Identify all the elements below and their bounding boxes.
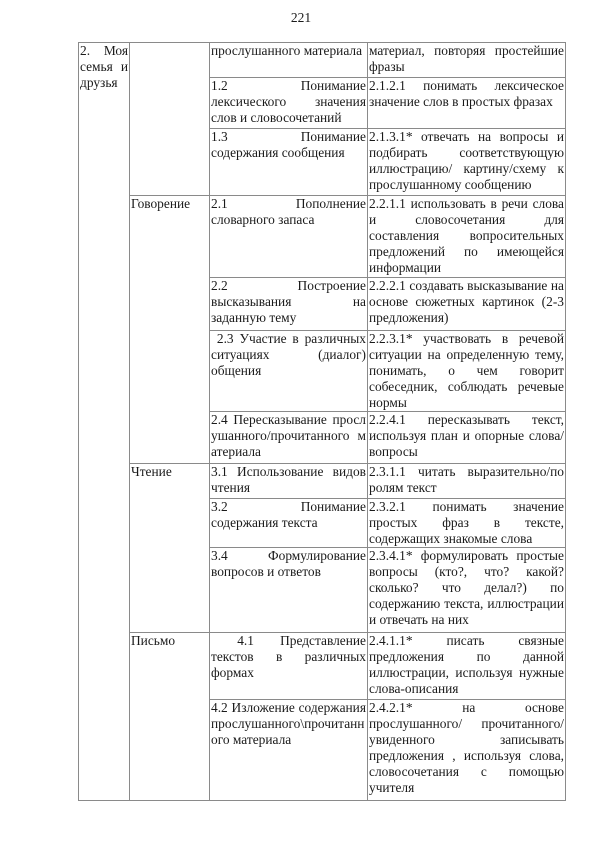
- topic-cell: 2.1 Пополнение словарного запаса: [210, 196, 368, 278]
- topic-cell: 1.2 Понимание лексического значения слов и словосочетаний: [210, 78, 368, 129]
- outcome-cell: 2.3.1.1 читать выразительно/по ролям текст: [368, 464, 566, 499]
- topic-cell: 3.2 Понимание содержания текста: [210, 499, 368, 548]
- topic-cell: 1.3 Понимание содержания сообщения: [210, 129, 368, 196]
- topic-cell: 4.1 Представление текстов в различных формах: [210, 633, 368, 700]
- skill-cell: [130, 633, 210, 801]
- outcome-cell: 2.2.2.1 создавать высказывание на основе сюжетных картинок (2-3 предложения): [368, 278, 566, 331]
- section-cell: [79, 43, 130, 801]
- outcome-cell: 2.3.2.1 понимать значение простых фраз в тексте, содержащих знакомые слова: [369, 499, 564, 546]
- outcome-cell: материал, повторяя простейшие фразы: [368, 43, 566, 78]
- skill-label: Письмо: [131, 633, 176, 648]
- topic-cell: 2.4 Пересказывание прослушанного/прочитанного материала: [210, 412, 368, 464]
- topic-cell: 3.1 Использование видов чтения: [210, 464, 368, 499]
- table-row: [79, 196, 566, 278]
- outcome-cell: 2.2.4.1 пересказывать текст, используя план и опорные слова/вопросы: [368, 412, 566, 464]
- topic-cell: 2.3 Участие в различных ситуациях (диалог) общения: [210, 331, 368, 412]
- skill-cell: [130, 196, 210, 464]
- topic-cell: 2.2 Построение высказывания на заданную тему: [210, 278, 368, 331]
- topic-cell: 4.2 Изложение содержания прослушанного\прочитанного материала: [210, 700, 368, 801]
- topic-cell: прослушанного материала: [210, 43, 368, 78]
- section-label: 2. Моя семья и друзья: [80, 43, 128, 90]
- skill-label: Говорение: [131, 196, 191, 211]
- outcome-cell: 2.2.1.1 использовать в речи слова и словосочетания для составления вопросительных предложений по имеющейся информации: [368, 196, 566, 278]
- skill-cell: [130, 464, 210, 633]
- outcome-cell: 2.1.3.1* отвечать на вопросы и подбирать соответствующую иллюстрацию/ картину/схему к прослушанному сообщению: [368, 129, 566, 196]
- curriculum-table: [78, 42, 566, 801]
- table-row: [79, 43, 566, 78]
- topic-cell: 3.4 Формулирование вопросов и ответов: [210, 548, 368, 633]
- table-row: [79, 633, 566, 700]
- skill-cell: [130, 43, 210, 196]
- skill-label: Чтение: [131, 464, 172, 479]
- page-number: 221: [290, 10, 312, 25]
- table-row: [79, 464, 566, 499]
- outcome-cell: 2.3.4.1* формулировать простые вопросы (кто?, что? какой? сколько? что делал?) по содержанию текста, иллюстрации и отвечать на них: [368, 548, 566, 633]
- outcome-cell: 2.1.2.1 понимать лексическое значение слов в простых фразах: [368, 78, 566, 129]
- outcome-cell: 2.4.1.1* писать связные предложения по данной иллюстрации, используя нужные слова-описания: [368, 633, 566, 700]
- outcome-cell: 2.4.2.1* на основе прослушанного/ прочитанного/ увиденного записывать предложения , используя слова, словосочетания с помощью учителя: [368, 700, 566, 801]
- outcome-cell: 2.2.3.1* участвовать в речевой ситуации на определенную тему, понимать, о чем говорит собеседник, соблюдать речевые нормы: [369, 331, 564, 410]
